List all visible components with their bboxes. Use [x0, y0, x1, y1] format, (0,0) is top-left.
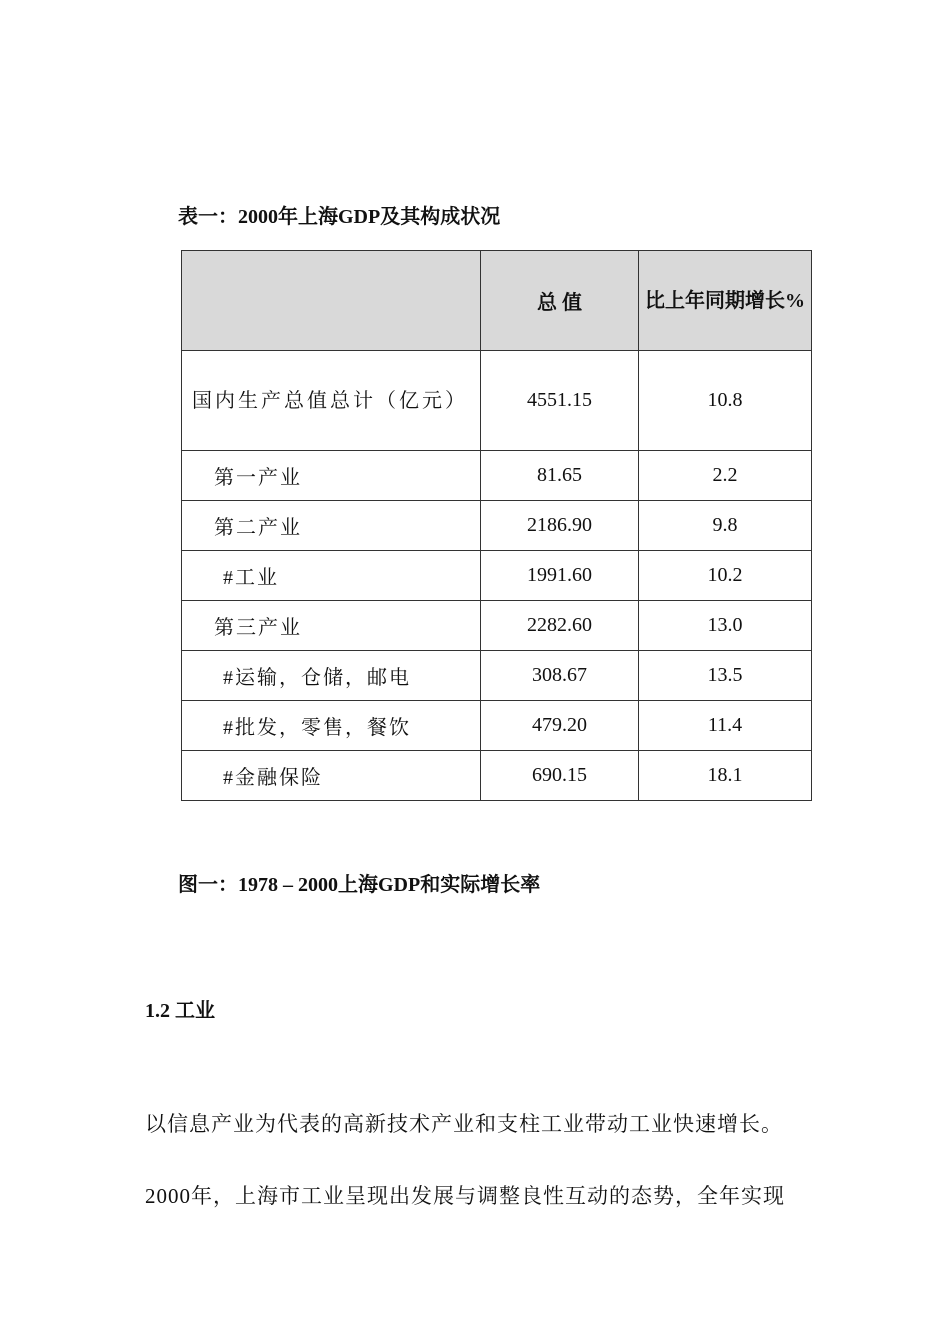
section-heading: 1.2 工业: [145, 1000, 215, 1022]
header-growth-rate-text: 比上年同期增长%: [645, 289, 805, 312]
gdp-table: [181, 250, 812, 801]
table-row: [182, 701, 812, 751]
row-label: 第一产业: [182, 451, 481, 501]
row-label: #工业: [182, 551, 481, 601]
row-value: 2186.90: [481, 501, 639, 551]
row-growth: 11.4: [639, 701, 812, 751]
row-value: 1991.60: [481, 551, 639, 601]
row-label: #批发，零售，餐饮: [182, 701, 481, 751]
header-growth-rate: [639, 251, 812, 351]
row-label: 国内生产总值总计（亿元）: [182, 351, 481, 451]
table-row: [182, 501, 812, 551]
row-value: 690.15: [481, 751, 639, 801]
table-row: [182, 751, 812, 801]
header-blank-cell: [182, 251, 481, 351]
row-label: 第三产业: [182, 601, 481, 651]
row-value: 4551.15: [481, 351, 639, 451]
paragraph-line: 2000年，上海市工业呈现出发展与调整良性互动的态势，全年实现: [145, 1184, 785, 1208]
table-row: [182, 351, 812, 451]
table-row: [182, 601, 812, 651]
table-row: [182, 651, 812, 701]
row-label: #金融保险: [182, 751, 481, 801]
row-value: 81.65: [481, 451, 639, 501]
row-growth: 18.1: [639, 751, 812, 801]
row-growth: 13.5: [639, 651, 812, 701]
table-caption: 表一：2000年上海GDP及其构成状况: [178, 206, 501, 228]
row-growth: 9.8: [639, 501, 812, 551]
row-label: #运输，仓储，邮电: [182, 651, 481, 701]
paragraph-line: 以信息产业为代表的高新技术产业和支柱工业带动工业快速增长。: [145, 1112, 783, 1136]
figure-caption: 图一：1978 – 2000上海GDP和实际增长率: [178, 874, 541, 896]
row-value: 308.67: [481, 651, 639, 701]
table-header-row: [182, 251, 812, 351]
row-growth: 13.0: [639, 601, 812, 651]
table-row: [182, 451, 812, 501]
row-growth: 10.8: [639, 351, 812, 451]
row-label: 第二产业: [182, 501, 481, 551]
table-row: [182, 551, 812, 601]
row-value: 2282.60: [481, 601, 639, 651]
row-value: 479.20: [481, 701, 639, 751]
row-growth: 10.2: [639, 551, 812, 601]
row-growth: 2.2: [639, 451, 812, 501]
header-total-value: 总 值: [481, 251, 639, 351]
